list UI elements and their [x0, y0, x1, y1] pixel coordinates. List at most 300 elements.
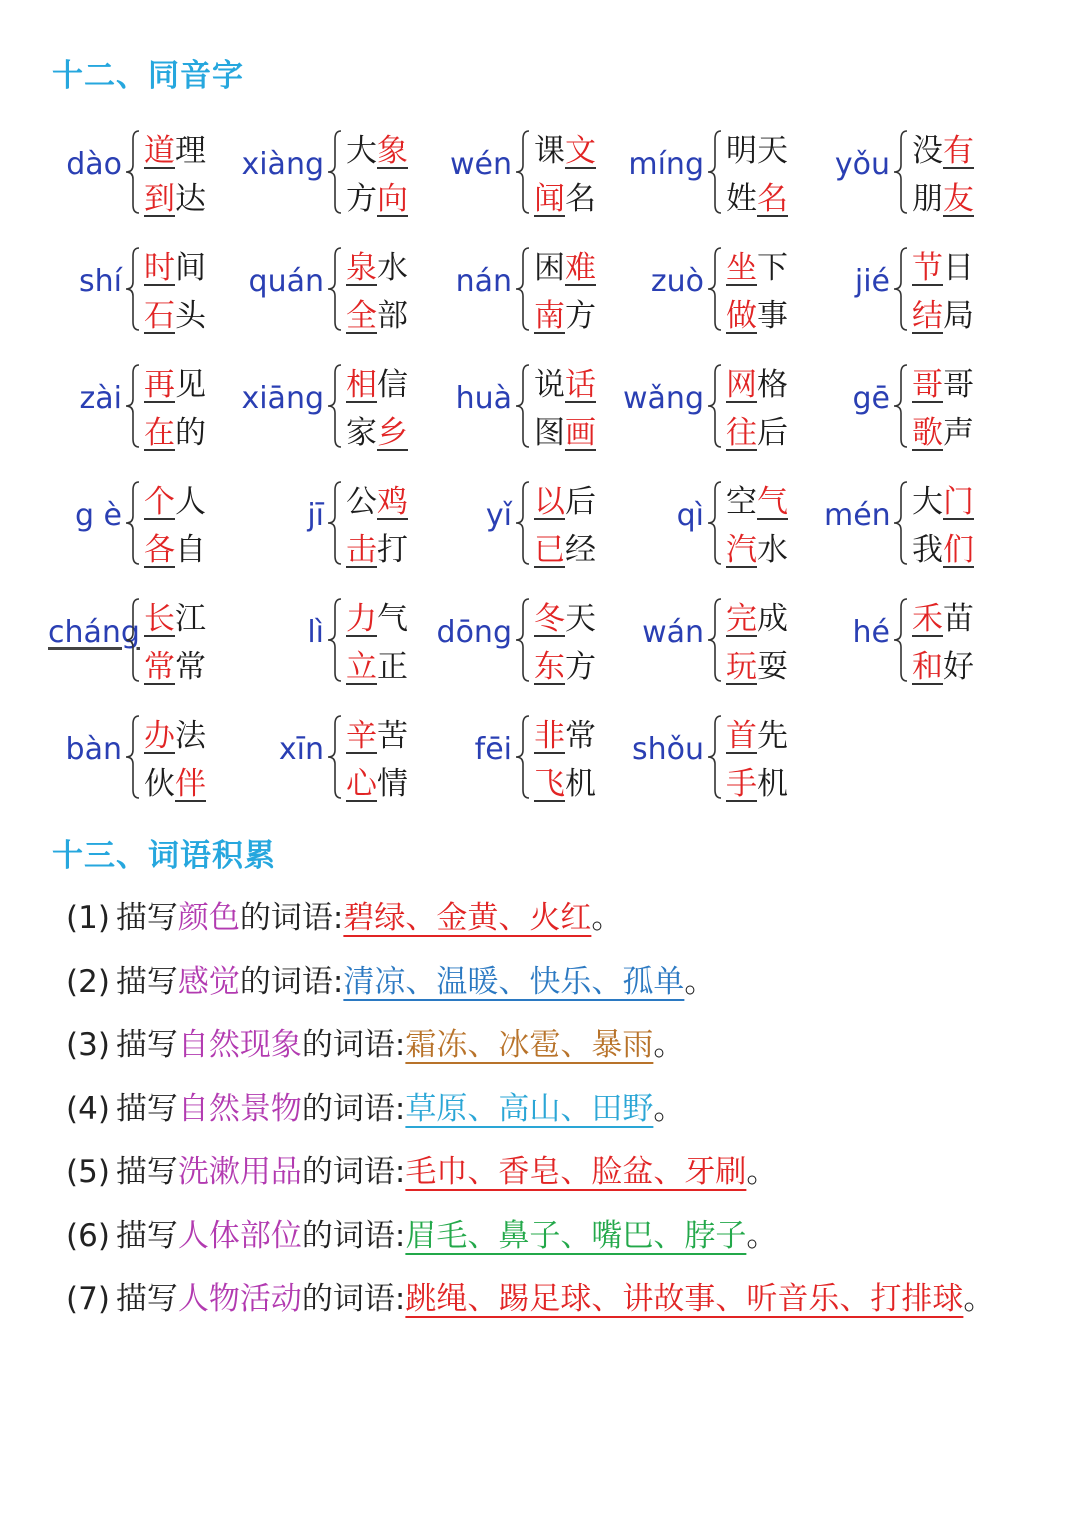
plain-char: 间 [175, 250, 206, 286]
curly-brace-icon [892, 363, 910, 449]
pinyin-label: wén [449, 147, 512, 182]
pinyin-label: wǎng [623, 381, 704, 416]
homophone-word [534, 760, 596, 808]
homophone-word [912, 244, 974, 292]
curly-brace-icon [706, 363, 724, 449]
highlighted-char: 门 [943, 484, 974, 520]
homophone-word-pair [726, 595, 788, 691]
curly-brace-icon [706, 597, 724, 683]
pinyin-label: bàn [65, 732, 122, 767]
homophone-row [48, 359, 1048, 476]
vocabulary-item [66, 1079, 1066, 1143]
highlighted-char: 办 [144, 718, 175, 754]
homophone-word [346, 643, 408, 691]
homophone-word [534, 292, 596, 340]
curly-brace-icon [514, 480, 532, 566]
highlighted-char: 气 [757, 484, 788, 520]
highlighted-char: 辛 [346, 718, 377, 754]
highlighted-char: 坐 [726, 250, 757, 286]
plain-char: 后 [757, 415, 788, 451]
homophone-word [726, 244, 788, 292]
homophone-word-pair [144, 595, 206, 691]
homophone-word [534, 409, 596, 457]
homophone-word-pair [726, 478, 788, 574]
highlighted-char: 相 [346, 367, 377, 403]
plain-char: 常 [175, 649, 206, 685]
homophone-word [534, 643, 596, 691]
plain-char: 家 [346, 415, 377, 451]
highlighted-char: 泉 [346, 250, 377, 286]
item-category: 颜色 [177, 900, 240, 936]
curly-brace-icon [892, 129, 910, 215]
homophone-word [144, 292, 206, 340]
homophone-word-pair [346, 595, 408, 691]
pinyin-label: fēi [474, 732, 512, 767]
item-number: (4) [66, 1090, 110, 1127]
plain-char: 说 [534, 367, 565, 403]
item-words: 草原、高山、田野 [405, 1090, 654, 1127]
homophone-word [534, 478, 596, 526]
homophone-word [346, 595, 408, 643]
plain-char: 下 [757, 250, 788, 286]
item-suffix: 的词语: [239, 900, 344, 936]
plain-char: 人 [175, 484, 206, 520]
highlighted-char: 做 [726, 298, 757, 334]
homophone-word [534, 244, 596, 292]
curly-brace-icon [892, 480, 910, 566]
homophone-word [144, 595, 206, 643]
plain-char: 苦 [377, 718, 408, 754]
homophone-word [912, 175, 974, 223]
curly-brace-icon [326, 246, 344, 332]
plain-char: 姓 [726, 181, 757, 217]
plain-char: 我 [912, 532, 943, 568]
highlighted-char: 禾 [912, 601, 943, 637]
item-number: (1) [66, 900, 110, 936]
plain-char: 朋 [912, 181, 943, 217]
highlighted-char: 各 [144, 532, 175, 568]
homophone-word [912, 127, 974, 175]
homophone-word [912, 595, 974, 643]
plain-char: 大 [912, 484, 943, 520]
highlighted-char: 文 [565, 133, 596, 169]
homophone-word-pair [144, 127, 206, 223]
curly-brace-icon [892, 246, 910, 332]
vocabulary-item [66, 1269, 1066, 1333]
vocabulary-item [66, 1142, 1066, 1206]
homophone-word-pair [912, 244, 974, 340]
homophone-word [144, 175, 206, 223]
highlighted-char: 网 [726, 367, 757, 403]
plain-char: 公 [346, 484, 377, 520]
homophone-word-pair [144, 361, 206, 457]
curly-brace-icon [124, 129, 142, 215]
pinyin-label: g è [74, 498, 122, 533]
homophone-word [346, 361, 408, 409]
curly-brace-icon [706, 129, 724, 215]
curly-brace-icon [706, 714, 724, 800]
curly-brace-icon [706, 480, 724, 566]
highlighted-char: 以 [534, 484, 565, 520]
section-title-vocabulary: 十三、词语积累 [52, 838, 276, 874]
homophone-row [48, 710, 1048, 827]
item-number: (6) [66, 1217, 110, 1254]
plain-char: 成 [757, 601, 788, 637]
section-title-homophones: 十二、同音字 [52, 58, 244, 94]
item-prefix: 描写 [115, 1217, 178, 1254]
plain-char: 空 [726, 484, 757, 520]
highlighted-char: 手 [726, 766, 757, 802]
pinyin-label: hé [852, 615, 890, 650]
pinyin-label: jié [854, 264, 890, 299]
plain-char: 常 [565, 718, 596, 754]
item-category: 自然景物 [177, 1090, 302, 1127]
plain-char: 苗 [943, 601, 974, 637]
plain-char: 先 [757, 718, 788, 754]
vocabulary-item [66, 1015, 1066, 1079]
pinyin-label: huà [455, 381, 512, 416]
highlighted-char: 象 [377, 133, 408, 169]
curly-brace-icon [326, 363, 344, 449]
item-number: (7) [66, 1281, 110, 1317]
homophone-word [726, 643, 788, 691]
plain-char: 自 [175, 532, 206, 568]
curly-brace-icon [514, 714, 532, 800]
highlighted-char: 道 [144, 133, 175, 169]
highlighted-char: 已 [534, 532, 565, 568]
homophone-word [346, 712, 408, 760]
homophone-word [726, 712, 788, 760]
homophone-row [48, 593, 1048, 710]
highlighted-char: 汽 [726, 532, 757, 568]
highlighted-char: 东 [534, 649, 565, 685]
curly-brace-icon [124, 246, 142, 332]
homophone-grid [48, 125, 1048, 827]
plain-char: 明天 [726, 133, 788, 169]
homophone-word [144, 409, 206, 457]
homophone-word [912, 292, 974, 340]
highlighted-char: 在 [144, 415, 175, 451]
homophone-word [534, 127, 596, 175]
homophone-word [346, 760, 408, 808]
homophone-word [144, 760, 206, 808]
item-category: 人物活动 [177, 1281, 302, 1317]
pinyin-label: xīn [278, 732, 324, 767]
homophone-word [912, 361, 974, 409]
homophone-word [144, 127, 206, 175]
homophone-word-pair [144, 712, 206, 808]
plain-char: 困 [534, 250, 565, 286]
homophone-word [346, 478, 408, 526]
plain-char: 江 [175, 601, 206, 637]
item-suffix: 的词语: [239, 963, 344, 1000]
homophone-row [48, 476, 1048, 593]
plain-char: 图 [534, 415, 565, 451]
homophone-word [726, 595, 788, 643]
homophone-word [912, 526, 974, 574]
item-end: 。 [746, 1154, 778, 1190]
highlighted-char: 到 [144, 181, 175, 217]
plain-char: 好 [943, 649, 974, 685]
homophone-word-pair [912, 361, 974, 457]
homophone-word [144, 361, 206, 409]
homophone-word-pair [534, 361, 596, 457]
highlighted-char: 和 [912, 649, 943, 685]
pinyin-label: nán [455, 264, 512, 299]
plain-char: 伙 [144, 766, 175, 802]
homophone-word-pair [346, 244, 408, 340]
homophone-word-pair [346, 712, 408, 808]
item-end: 。 [963, 1281, 995, 1317]
homophone-word [346, 409, 408, 457]
homophone-word [144, 244, 206, 292]
item-suffix: 的词语: [301, 1027, 406, 1063]
homophone-word [726, 175, 788, 223]
homophone-row [48, 125, 1048, 242]
item-number: (3) [66, 1027, 110, 1063]
highlighted-char: 长 [144, 601, 175, 637]
homophone-row [48, 242, 1048, 359]
highlighted-char: 飞 [534, 766, 565, 802]
pinyin-label: quán [248, 264, 324, 299]
homophone-word [534, 595, 596, 643]
curly-brace-icon [514, 246, 532, 332]
plain-char: 头 [175, 298, 206, 334]
highlighted-char: 结 [912, 298, 943, 334]
pinyin-label: gē [852, 381, 890, 416]
item-end: 。 [746, 1217, 778, 1254]
highlighted-char: 们 [943, 532, 974, 568]
item-number: (2) [66, 963, 110, 1000]
curly-brace-icon [514, 129, 532, 215]
highlighted-char: 完 [726, 601, 757, 637]
curly-brace-icon [514, 363, 532, 449]
pinyin-label: qì [676, 498, 704, 533]
highlighted-char: 冬 [534, 601, 565, 637]
homophone-word-pair [534, 478, 596, 574]
pinyin-label: yǐ [485, 498, 512, 533]
item-words: 清凉、温暖、快乐、孤单 [343, 963, 685, 1000]
plain-char: 名 [565, 181, 596, 217]
plain-char: 的 [175, 415, 206, 451]
highlighted-char: 向 [377, 181, 408, 217]
plain-char: 方 [565, 649, 596, 685]
curly-brace-icon [124, 480, 142, 566]
curly-brace-icon [892, 597, 910, 683]
homophone-word [534, 526, 596, 574]
item-suffix: 的词语: [301, 1281, 406, 1317]
homophone-word-pair [912, 127, 974, 223]
curly-brace-icon [326, 714, 344, 800]
plain-char: 见 [175, 367, 206, 403]
homophone-word [534, 361, 596, 409]
item-end: 。 [684, 963, 716, 1000]
homophone-word [726, 760, 788, 808]
plain-char: 机 [757, 766, 788, 802]
plain-char: 格 [757, 367, 788, 403]
item-end: 。 [591, 900, 623, 936]
homophone-word [912, 409, 974, 457]
item-end: 。 [653, 1027, 685, 1063]
plain-char: 水 [757, 532, 788, 568]
item-words: 眉毛、鼻子、嘴巴、脖子 [405, 1217, 747, 1254]
pinyin-label: shí [79, 264, 122, 299]
pinyin-label: dōng [436, 615, 512, 650]
highlighted-char: 常 [144, 649, 175, 685]
highlighted-char: 石 [144, 298, 175, 334]
homophone-word-pair [534, 595, 596, 691]
item-prefix: 描写 [115, 963, 178, 1000]
plain-char: 课 [534, 133, 565, 169]
pinyin-label: xiāng [241, 381, 324, 416]
homophone-word-pair [534, 127, 596, 223]
plain-char: 气 [377, 601, 408, 637]
plain-char: 方 [346, 181, 377, 217]
pinyin-label: cháng [48, 615, 140, 650]
item-prefix: 描写 [115, 1090, 178, 1127]
highlighted-char: 歌 [912, 415, 943, 451]
plain-char: 机 [565, 766, 596, 802]
homophone-word-pair [726, 712, 788, 808]
highlighted-char: 节 [912, 250, 943, 286]
homophone-word [726, 478, 788, 526]
curly-brace-icon [124, 597, 142, 683]
plain-char: 天 [565, 601, 596, 637]
homophone-word [726, 127, 788, 175]
vocabulary-list [66, 888, 1066, 1333]
plain-char: 情 [377, 766, 408, 802]
highlighted-char: 击 [346, 532, 377, 568]
plain-char: 方 [565, 298, 596, 334]
plain-char: 哥 [943, 367, 974, 403]
plain-char: 正 [377, 649, 408, 685]
pinyin-label: zài [79, 381, 122, 416]
plain-char: 局 [943, 298, 974, 334]
homophone-word [912, 643, 974, 691]
item-prefix: 描写 [115, 900, 178, 936]
highlighted-char: 伴 [175, 766, 206, 802]
highlighted-char: 鸡 [377, 484, 408, 520]
homophone-word-pair [346, 361, 408, 457]
homophone-word-pair [726, 127, 788, 223]
item-words: 毛巾、香皂、脸盆、牙刷 [405, 1154, 747, 1190]
item-number: (5) [66, 1154, 110, 1190]
homophone-word-pair [534, 244, 596, 340]
homophone-word [346, 175, 408, 223]
highlighted-char: 哥 [912, 367, 943, 403]
homophone-word [726, 526, 788, 574]
homophone-word-pair [144, 478, 206, 574]
pinyin-label: lì [307, 615, 324, 650]
highlighted-char: 立 [346, 649, 377, 685]
pinyin-label: dào [66, 147, 122, 182]
item-suffix: 的词语: [301, 1090, 406, 1127]
plain-char: 理 [175, 133, 206, 169]
pinyin-label: xiàng [241, 147, 324, 182]
plain-char: 达 [175, 181, 206, 217]
item-words: 跳绳、踢足球、讲故事、听音乐、打排球 [405, 1281, 964, 1317]
pinyin-label: shǒu [631, 732, 704, 767]
homophone-word-pair [346, 478, 408, 574]
highlighted-char: 名 [757, 181, 788, 217]
curly-brace-icon [326, 480, 344, 566]
curly-brace-icon [514, 597, 532, 683]
homophone-word [144, 643, 206, 691]
highlighted-char: 时 [144, 250, 175, 286]
plain-char: 信 [377, 367, 408, 403]
homophone-word [534, 712, 596, 760]
homophone-word [144, 478, 206, 526]
highlighted-char: 非 [534, 718, 565, 754]
curly-brace-icon [124, 363, 142, 449]
homophone-word-pair [726, 244, 788, 340]
plain-char: 没 [912, 133, 943, 169]
item-category: 感觉 [177, 963, 240, 1000]
pinyin-label: mén [824, 498, 891, 533]
homophone-word [346, 127, 408, 175]
plain-char: 声 [943, 415, 974, 451]
homophone-word [144, 526, 206, 574]
curly-brace-icon [326, 597, 344, 683]
plain-char: 日 [943, 250, 974, 286]
plain-char: 耍 [757, 649, 788, 685]
highlighted-char: 全 [346, 298, 377, 334]
curly-brace-icon [706, 246, 724, 332]
highlighted-char: 首 [726, 718, 757, 754]
item-suffix: 的词语: [301, 1217, 406, 1254]
homophone-word-pair [726, 361, 788, 457]
homophone-word-pair [912, 595, 974, 691]
homophone-word-pair [346, 127, 408, 223]
plain-char: 事 [757, 298, 788, 334]
pinyin-label: míng [628, 147, 704, 182]
item-words: 霜冻、冰雹、暴雨 [405, 1027, 654, 1063]
highlighted-char: 友 [943, 181, 974, 217]
plain-char: 部 [377, 298, 408, 334]
highlighted-char: 南 [534, 298, 565, 334]
plain-char: 打 [377, 532, 408, 568]
pinyin-label: wán [642, 615, 704, 650]
plain-char: 经 [565, 532, 596, 568]
homophone-word [534, 175, 596, 223]
plain-char: 大 [346, 133, 377, 169]
pinyin-label: jī [307, 498, 324, 533]
pinyin-label: zuò [650, 264, 704, 299]
highlighted-char: 往 [726, 415, 757, 451]
plain-char: 后 [565, 484, 596, 520]
item-category: 洗漱用品 [177, 1154, 302, 1190]
plain-char: 水 [377, 250, 408, 286]
item-prefix: 描写 [115, 1154, 178, 1190]
highlighted-char: 闻 [534, 181, 565, 217]
vocabulary-item [66, 1206, 1066, 1270]
item-category: 自然现象 [177, 1027, 302, 1063]
item-prefix: 描写 [115, 1027, 178, 1063]
highlighted-char: 难 [565, 250, 596, 286]
homophone-word [144, 712, 206, 760]
highlighted-char: 乡 [377, 415, 408, 451]
homophone-word [346, 292, 408, 340]
homophone-word-pair [144, 244, 206, 340]
homophone-word [912, 478, 974, 526]
item-words: 碧绿、金黄、火红 [343, 900, 592, 936]
curly-brace-icon [326, 129, 344, 215]
homophone-word [346, 526, 408, 574]
curly-brace-icon [124, 714, 142, 800]
plain-char: 法 [175, 718, 206, 754]
homophone-word-pair [534, 712, 596, 808]
homophone-word [346, 244, 408, 292]
